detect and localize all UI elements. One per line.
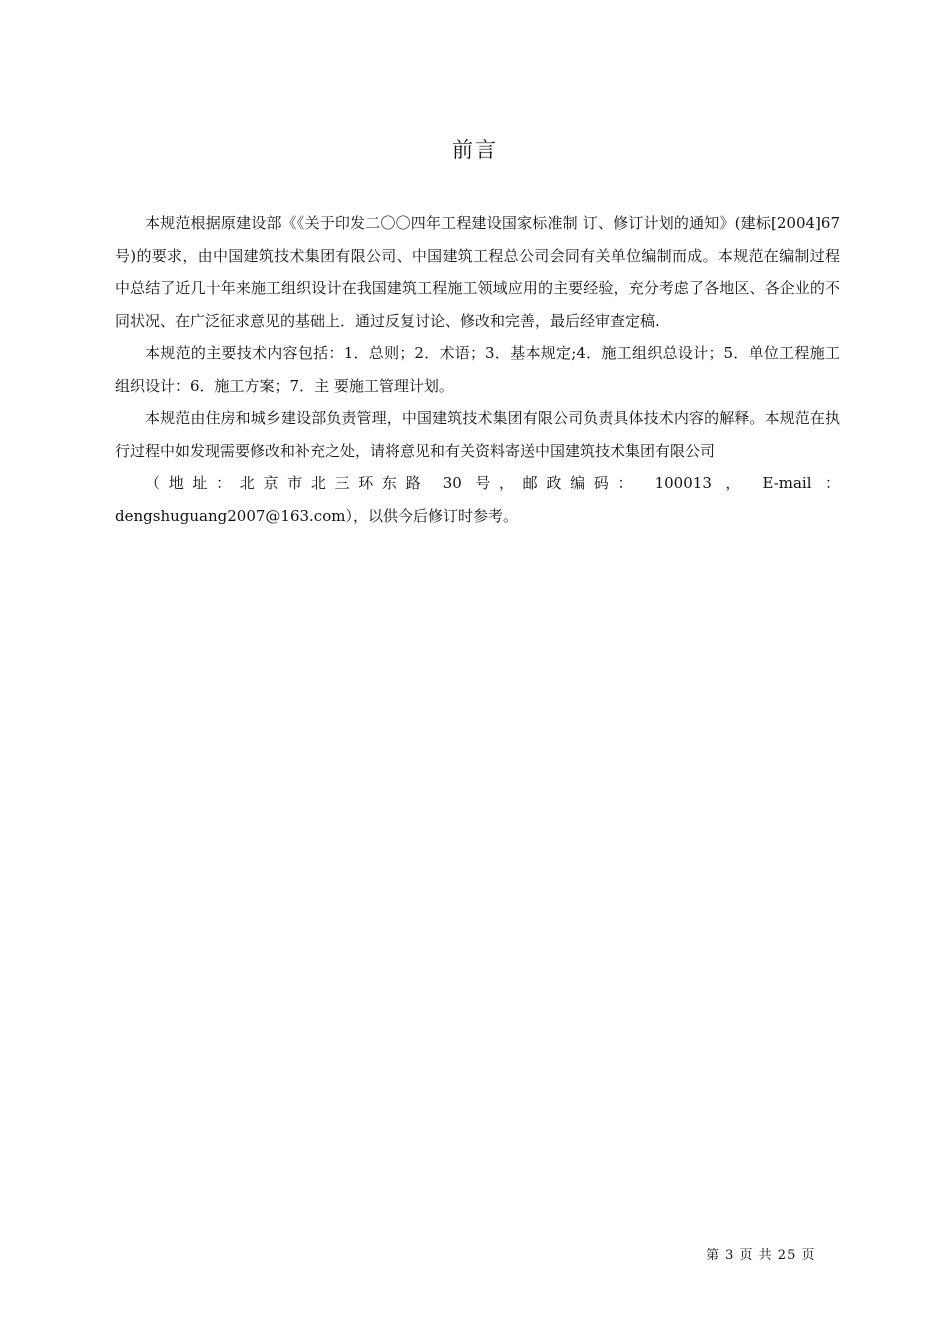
- paragraph-main-content: 本规范的主要技术内容包括：1．总则；2．术语；3．基本规定;4．施工组织总设计；5．单位工程施工组织设计：6．施工方案；7．主 要施工管理计划。: [115, 344, 840, 395]
- page-title: 前言: [452, 138, 498, 162]
- paragraph-preface-origin: 本规范根据原建设部《《关于印发二〇〇四年工程建设国家标准制 订、修订计划的通知》(建标[2004]67 号)的要求，由中国建筑技术集团有限公司、中国建筑工程总公司会同有关单位编制而成。本规范在编制过程中总结了近几十年来施工组织设计在我国建筑工程施工领域应用的主要经验，充分考虑了各地区、各企业的不同状况、在广泛征求意见的基础上．通过反复讨论、修改和完善，最后经审查定稿.: [115, 214, 840, 330]
- page-number-footer: 第 3 页 共 25 页: [706, 1248, 816, 1263]
- paragraph-management: 本规范由住房和城乡建设部负责管理，中国建筑技术集团有限公司负责具体技术内容的解释。本规范在执行过程中如发现需要修改和补充之处，请将意见和有关资料寄送中国建筑技术集团有限公司: [115, 409, 840, 460]
- document-body: [115, 207, 840, 532]
- paragraph-contact-address: （地址：北京市北三环东路 30 号，邮政编码： 100013 ， E-mail ： dengshuguang2007@163.com），以供今后修订时参考。: [115, 474, 840, 525]
